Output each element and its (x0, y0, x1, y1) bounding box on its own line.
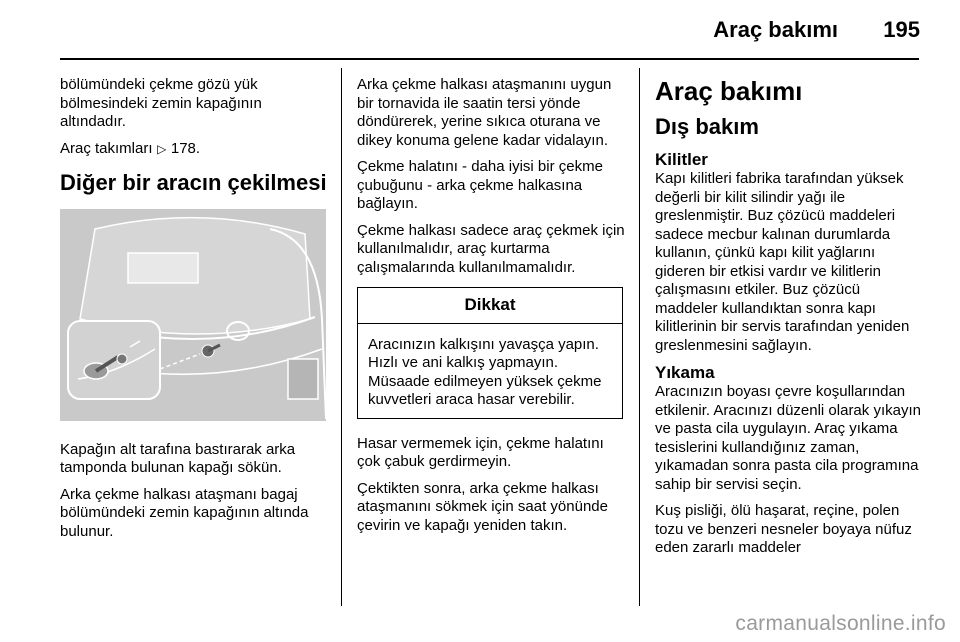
chapter-heading: Araç bakımı (655, 76, 803, 106)
reference-page: 178. (170, 139, 201, 157)
column-left (60, 76, 330, 549)
caution-body: Aracınızın kalkışını yavaşça yapın. Hızlı ve ani kalkış yapmayın. Müsaade edilmeyen yüksek çekme kuvvetleri araca hasar verebilir. (368, 335, 602, 408)
reference-line (60, 140, 330, 159)
subheading-locks: Kilitler (655, 150, 708, 169)
column-right (655, 76, 925, 566)
section-heading-towing: Diğer bir aracın çekilmesi (60, 170, 327, 195)
towing-illustration (60, 209, 326, 421)
column-divider-2 (639, 68, 640, 606)
reference-text: Araç takımları (60, 139, 153, 157)
intro-paragraph: bölümündeki çekme gözü yük bölmesindeki zemin kapağının altındadır. (60, 76, 262, 130)
col2-paragraph-4: Hasar vermemek için, çekme halatını çok çabuk gerdirmeyin. (357, 434, 604, 470)
locks-paragraph: Kapı kilitleri fabrika tarafından yüksek değerli bir kilit silindir yağı ile greslenmiştir. Buz çözücü maddeleri sadece mecbur kalınan durumlarda kullanın, çünkü kapı kilit yağlarını gideren bir etkisi vardır ve kilitlerin çalışmasını etkiler. Buz çözücü maddeler kullandıktan sonra kapı kilitlerinin bir servis tarafından yeniden greslenmesini sağlayın. (655, 170, 910, 354)
washing-paragraph-1: Aracınızın boyası çevre koşullarından etkilenir. Aracınızı düzenli olarak yıkayın ve pasta cila uygulayın. Araç yıkama tesislerini kullandığınız zaman, yıkamadan sonra pasta cila programına sahip bir servisi seçin. (655, 383, 921, 493)
caution-box (357, 287, 623, 419)
col2-paragraph-1: Arka çekme halkası ataşmanını uygun bir tornavida ile saatin tersi yönde döndürerek, yerine sıkıca oturana ve dikey konuma gelene kadar vidalayın. (357, 76, 612, 149)
col2-paragraph-3: Çekme halkası sadece araç çekmek için kullanılmalıdır, araç kurtarma çalışmalarında kullanılmamalıdır. (357, 221, 625, 276)
col1-paragraph-2: Arka çekme halkası ataşmanı bagaj bölümündeki zemin kapağının altında bulunur. (60, 485, 309, 540)
running-header-title: Araç bakımı (713, 17, 838, 42)
column-middle (357, 76, 627, 543)
col2-paragraph-5: Çektikten sonra, arka çekme halkası ataşmanını sökmek için saat yönünde çevirin ve kapağı yeniden takın. (357, 479, 608, 534)
header-rule (60, 58, 919, 60)
column-divider-1 (341, 68, 342, 606)
washing-paragraph-2: Kuş pisliği, ölü haşarat, reçine, polen tozu ve benzeri nesneler boyaya nüfuz eden zararlı maddeler (655, 502, 912, 556)
arrow-reference-icon: ▷ (157, 141, 167, 156)
col1-paragraph-1: Kapağın alt tarafına bastırarak arka tamponda bulunan kapağı sökün. (60, 440, 296, 476)
col2-paragraph-2: Çekme halatını - daha iyisi bir çekme çubuğunu - arka çekme halkasına bağlayın. (357, 158, 603, 212)
towing-illustration-drawing (60, 209, 326, 421)
subheading-washing: Yıkama (655, 363, 715, 382)
caution-title: Dikkat (358, 288, 622, 324)
watermark: carmanualsonline.info (735, 612, 946, 635)
section-heading-exterior: Dış bakım (655, 114, 759, 139)
page-number: 195 (883, 17, 920, 42)
